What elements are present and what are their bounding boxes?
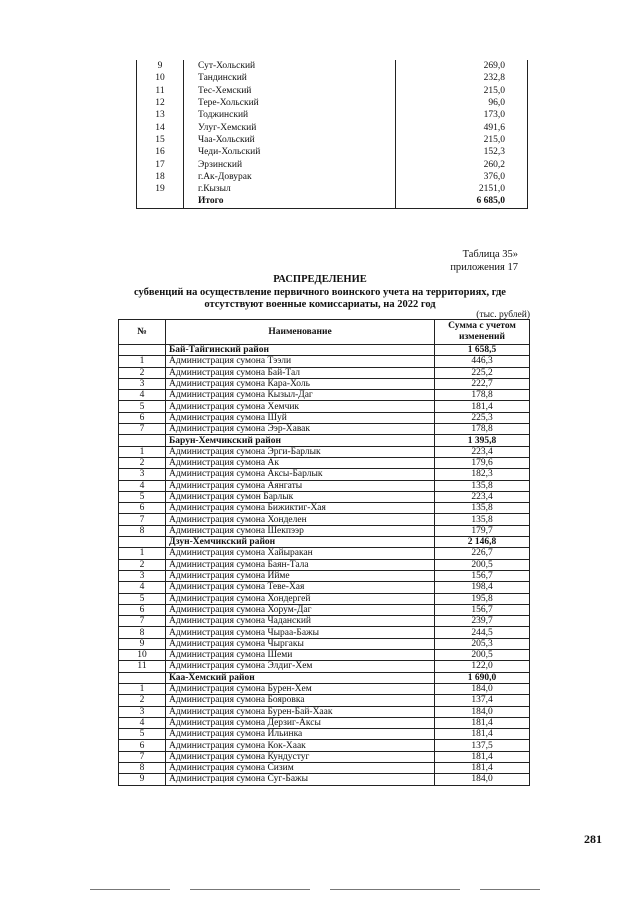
row-number <box>119 435 166 446</box>
row-amount: 178,8 <box>435 390 530 401</box>
table-row <box>119 706 530 717</box>
row-amount: 200,5 <box>435 650 530 661</box>
table-row <box>119 582 530 593</box>
administration-name: Администрация сумона Хонделен <box>166 514 435 525</box>
row-number: 2 <box>119 367 166 378</box>
previous-distribution-table <box>136 60 528 209</box>
table-row <box>119 638 530 649</box>
table-row <box>119 627 530 638</box>
table-row <box>119 616 530 627</box>
row-number: 4 <box>119 717 166 728</box>
district-row <box>119 537 530 548</box>
table-row <box>137 146 528 158</box>
row-amount: 137,5 <box>435 740 530 751</box>
table-header-row <box>119 320 530 345</box>
row-number: 9 <box>119 638 166 649</box>
row-number: 18 <box>137 171 184 183</box>
row-number: 6 <box>119 604 166 615</box>
district-name: Тере-Хольский <box>184 97 396 109</box>
row-number: 6 <box>119 503 166 514</box>
column-header-name: Наименование <box>166 320 435 345</box>
table-row <box>119 356 530 367</box>
table-row <box>119 424 530 435</box>
administration-name: Администрация сумона Хондергей <box>166 593 435 604</box>
row-number: 13 <box>137 109 184 121</box>
table-row <box>119 593 530 604</box>
table-row <box>119 751 530 762</box>
district-row <box>119 435 530 446</box>
district-name: Бай-Тайгинский район <box>166 345 435 356</box>
administration-name: Администрация сумона Аксы-Барлык <box>166 469 435 480</box>
administration-name: Администрация сумон Барлык <box>166 491 435 502</box>
row-number: 11 <box>137 85 184 97</box>
scan-edge-line <box>480 889 540 890</box>
scan-edge-line <box>330 889 460 890</box>
administration-name: Администрация сумона Тээли <box>166 356 435 367</box>
table-row <box>119 650 530 661</box>
row-amount: 215,0 <box>396 134 528 146</box>
administration-name: Администрация сумона Бижиктиг-Хая <box>166 503 435 514</box>
row-number: 9 <box>137 60 184 72</box>
administration-name: Администрация сумона Кара-Холь <box>166 378 435 389</box>
district-name: Каа-Хемский район <box>166 672 435 683</box>
administration-name: Администрация сумона Ак <box>166 457 435 468</box>
district-row <box>119 672 530 683</box>
total-row <box>137 195 528 208</box>
table-row <box>119 548 530 559</box>
row-amount: 156,7 <box>435 570 530 581</box>
row-number: 3 <box>119 378 166 389</box>
table-row <box>119 469 530 480</box>
document-title: РАСПРЕДЕЛЕНИЕ <box>273 274 367 285</box>
table-row <box>137 171 528 183</box>
administration-name: Администрация сумона Бай-Тал <box>166 367 435 378</box>
row-number: 7 <box>119 616 166 627</box>
administration-name: Администрация сумона Аянгаты <box>166 480 435 491</box>
table-row <box>119 717 530 728</box>
table-row <box>137 109 528 121</box>
administration-name: Администрация сумона Дерзиг-Аксы <box>166 717 435 728</box>
row-amount: 225,3 <box>435 412 530 423</box>
row-amount: 135,8 <box>435 514 530 525</box>
table-row <box>137 134 528 146</box>
table-row <box>119 457 530 468</box>
row-amount: 135,8 <box>435 503 530 514</box>
row-number: 3 <box>119 469 166 480</box>
row-number: 11 <box>119 661 166 672</box>
column-header-number: № <box>119 320 166 345</box>
table-row <box>137 158 528 170</box>
table-row <box>119 446 530 457</box>
district-name: Чеди-Хольский <box>184 146 396 158</box>
administration-name: Администрация сумона Шекпээр <box>166 525 435 536</box>
row-amount: 446,3 <box>435 356 530 367</box>
row-number: 5 <box>119 593 166 604</box>
row-amount: 1 395,8 <box>435 435 530 446</box>
row-number: 15 <box>137 134 184 146</box>
row-number: 4 <box>119 480 166 491</box>
administration-name: Администрация сумона Хемчик <box>166 401 435 412</box>
row-amount: 2151,0 <box>396 183 528 195</box>
row-number: 10 <box>119 650 166 661</box>
administration-name: Администрация сумона Ийме <box>166 570 435 581</box>
district-name: Тандинский <box>184 72 396 84</box>
table-row <box>119 503 530 514</box>
row-number: 6 <box>119 740 166 751</box>
district-name: Барун-Хемчикский район <box>166 435 435 446</box>
table-row <box>119 525 530 536</box>
row-amount: 181,4 <box>435 762 530 773</box>
row-amount: 195,8 <box>435 593 530 604</box>
row-amount: 96,0 <box>396 97 528 109</box>
table-row <box>119 367 530 378</box>
document-subtitle-line-1: субвенций на осуществление первичного воинского учета на территориях, где <box>134 287 506 298</box>
row-amount: 205,3 <box>435 638 530 649</box>
administration-name: Администрация сумона Бурен-Хем <box>166 683 435 694</box>
table-reference: Таблица 35» <box>462 249 518 260</box>
row-amount: 2 146,8 <box>435 537 530 548</box>
row-number: 4 <box>119 582 166 593</box>
table-row <box>137 72 528 84</box>
row-number: 17 <box>137 158 184 170</box>
administration-name: Администрация сумона Шеми <box>166 650 435 661</box>
row-amount: 184,0 <box>435 774 530 785</box>
table-row <box>119 604 530 615</box>
district-row <box>119 345 530 356</box>
row-number: 1 <box>119 446 166 457</box>
table-row <box>119 401 530 412</box>
total-number-cell <box>137 195 184 208</box>
row-amount: 1 658,5 <box>435 345 530 356</box>
row-amount: 184,0 <box>435 706 530 717</box>
row-number: 6 <box>119 412 166 423</box>
scan-edge-line <box>190 889 310 890</box>
row-number: 12 <box>137 97 184 109</box>
administration-name: Администрация сумона Чыргакы <box>166 638 435 649</box>
row-amount: 226,7 <box>435 548 530 559</box>
row-amount: 181,4 <box>435 401 530 412</box>
table-row <box>119 740 530 751</box>
row-number: 14 <box>137 121 184 133</box>
total-label: Итого <box>184 195 396 208</box>
administration-name: Администрация сумона Хайыракан <box>166 548 435 559</box>
row-amount: 178,8 <box>435 424 530 435</box>
row-number: 19 <box>137 183 184 195</box>
page-number: 281 <box>584 832 602 846</box>
row-amount: 122,0 <box>435 661 530 672</box>
table-row <box>119 661 530 672</box>
table-row <box>119 491 530 502</box>
administration-name: Администрация сумона Хорум-Даг <box>166 604 435 615</box>
table-row <box>119 683 530 694</box>
row-number <box>119 672 166 683</box>
table-row <box>137 97 528 109</box>
table-row <box>119 774 530 785</box>
table-row <box>137 60 528 72</box>
row-number: 7 <box>119 514 166 525</box>
row-amount: 200,5 <box>435 559 530 570</box>
administration-name: Администрация сумона Кок-Хаак <box>166 740 435 751</box>
row-number: 16 <box>137 146 184 158</box>
row-amount: 239,7 <box>435 616 530 627</box>
row-number: 8 <box>119 525 166 536</box>
row-amount: 182,3 <box>435 469 530 480</box>
distribution-table-body <box>119 345 530 786</box>
table-row <box>119 412 530 423</box>
row-number <box>119 345 166 356</box>
table-row <box>119 390 530 401</box>
table-row <box>119 480 530 491</box>
row-amount: 1 690,0 <box>435 672 530 683</box>
administration-name: Администрация сумона Чаданский <box>166 616 435 627</box>
row-amount: 156,7 <box>435 604 530 615</box>
row-amount: 181,4 <box>435 729 530 740</box>
distribution-table <box>118 319 530 786</box>
row-number: 9 <box>119 774 166 785</box>
total-amount: 6 685,0 <box>396 195 528 208</box>
table-row <box>137 85 528 97</box>
row-number: 5 <box>119 491 166 502</box>
row-amount: 137,4 <box>435 695 530 706</box>
row-amount: 198,4 <box>435 582 530 593</box>
administration-name: Администрация сумона Кундустуг <box>166 751 435 762</box>
row-amount: 244,5 <box>435 627 530 638</box>
row-amount: 232,8 <box>396 72 528 84</box>
row-amount: 491,6 <box>396 121 528 133</box>
table-row <box>119 729 530 740</box>
district-name: Тес-Хемский <box>184 85 396 97</box>
row-number <box>119 537 166 548</box>
administration-name: Администрация сумона Элдиг-Хем <box>166 661 435 672</box>
row-amount: 173,0 <box>396 109 528 121</box>
scan-edge-line <box>90 889 170 890</box>
row-amount: 269,0 <box>396 60 528 72</box>
row-number: 2 <box>119 559 166 570</box>
administration-name: Администрация сумона Суг-Бажы <box>166 774 435 785</box>
row-number: 2 <box>119 695 166 706</box>
administration-name: Администрация сумона Эрги-Барлык <box>166 446 435 457</box>
row-amount: 181,4 <box>435 717 530 728</box>
row-number: 5 <box>119 401 166 412</box>
administration-name: Администрация сумона Сизим <box>166 762 435 773</box>
row-number: 2 <box>119 457 166 468</box>
row-number: 1 <box>119 356 166 367</box>
row-number: 1 <box>119 683 166 694</box>
district-name: Эрзинский <box>184 158 396 170</box>
administration-name: Администрация сумона Баян-Тала <box>166 559 435 570</box>
administration-name: Администрация сумона Бояровка <box>166 695 435 706</box>
row-number: 1 <box>119 548 166 559</box>
district-name: Тоджинский <box>184 109 396 121</box>
row-amount: 179,7 <box>435 525 530 536</box>
units-note: (тыс. рублей) <box>476 310 530 320</box>
previous-table-body <box>137 60 528 208</box>
row-amount: 135,8 <box>435 480 530 491</box>
table-row <box>119 695 530 706</box>
district-name: г.Кызыл <box>184 183 396 195</box>
table-row <box>137 183 528 195</box>
row-amount: 179,6 <box>435 457 530 468</box>
row-amount: 223,4 <box>435 491 530 502</box>
document-subtitle-line-2: отсутствуют военные комиссариаты, на 2022 год <box>204 299 436 310</box>
row-amount: 223,4 <box>435 446 530 457</box>
row-number: 7 <box>119 751 166 762</box>
district-name: Улуг-Хемский <box>184 121 396 133</box>
row-amount: 152,3 <box>396 146 528 158</box>
row-number: 8 <box>119 627 166 638</box>
table-row <box>119 514 530 525</box>
row-amount: 215,0 <box>396 85 528 97</box>
column-header-sum: Сумма с учетом изменений <box>435 320 530 345</box>
row-amount: 184,0 <box>435 683 530 694</box>
row-number: 5 <box>119 729 166 740</box>
row-amount: 222,7 <box>435 378 530 389</box>
row-number: 4 <box>119 390 166 401</box>
row-number: 3 <box>119 706 166 717</box>
administration-name: Администрация сумона Ильинка <box>166 729 435 740</box>
administration-name: Администрация сумона Теве-Хая <box>166 582 435 593</box>
district-name: Дзун-Хемчикский район <box>166 537 435 548</box>
row-amount: 376,0 <box>396 171 528 183</box>
row-amount: 225,2 <box>435 367 530 378</box>
administration-name: Администрация сумона Кызыл-Даг <box>166 390 435 401</box>
table-row <box>119 378 530 389</box>
district-name: Чаа-Хольский <box>184 134 396 146</box>
row-amount: 181,4 <box>435 751 530 762</box>
administration-name: Администрация сумона Шуй <box>166 412 435 423</box>
table-row <box>119 559 530 570</box>
district-name: г.Ак-Довурак <box>184 171 396 183</box>
table-row <box>119 762 530 773</box>
row-amount: 260,2 <box>396 158 528 170</box>
district-name: Сут-Хольский <box>184 60 396 72</box>
row-number: 3 <box>119 570 166 581</box>
row-number: 8 <box>119 762 166 773</box>
table-row <box>137 121 528 133</box>
administration-name: Администрация сумона Бурен-Бай-Хаак <box>166 706 435 717</box>
administration-name: Администрация сумона Ээр-Хавак <box>166 424 435 435</box>
row-number: 10 <box>137 72 184 84</box>
row-number: 7 <box>119 424 166 435</box>
appendix-reference: приложения 17 <box>450 262 518 273</box>
administration-name: Администрация сумона Чыраа-Бажы <box>166 627 435 638</box>
table-row <box>119 570 530 581</box>
